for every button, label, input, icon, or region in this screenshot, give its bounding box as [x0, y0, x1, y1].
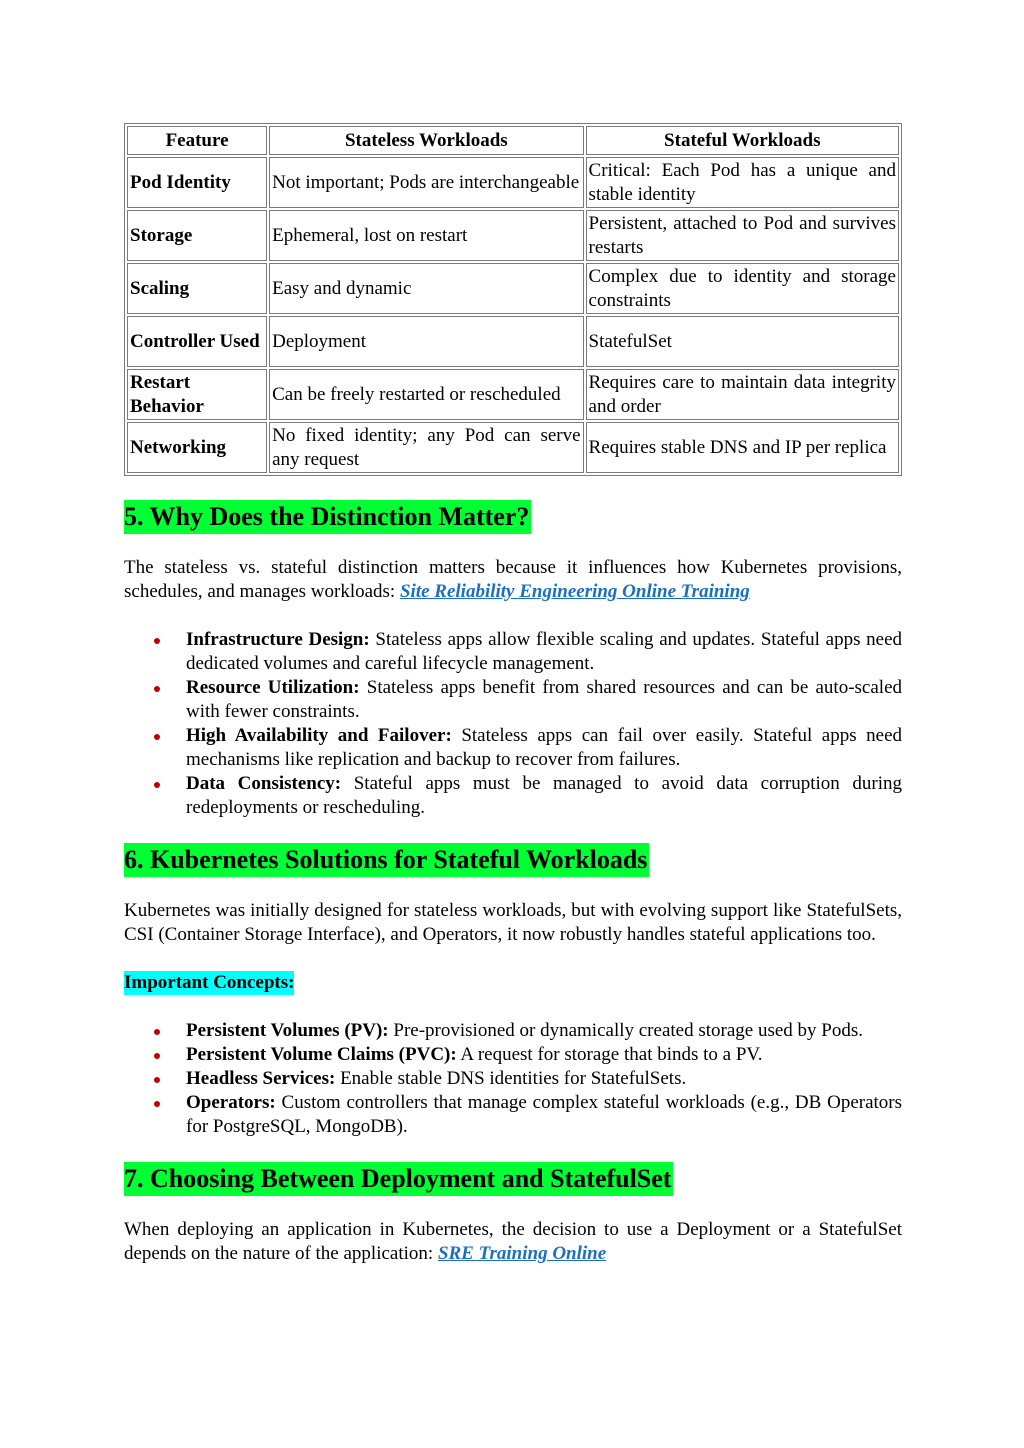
row-stateful: StatefulSet	[586, 316, 899, 367]
row-feature: Pod Identity	[127, 157, 267, 208]
bullet-term: Data Consistency:	[186, 773, 342, 794]
bullet-icon	[154, 686, 160, 692]
bullet-icon	[154, 782, 160, 788]
header-feature: Feature	[127, 126, 267, 155]
comparison-table	[124, 123, 902, 476]
table-header-row	[127, 126, 899, 155]
section-6-intro: Kubernetes was initially designed for stateless workloads, but with evolving support like StatefulSets, CSI (Container Storage Interface), and Operators, it now robustly handles stateful applications too.	[124, 900, 902, 945]
section-7-intro-text: When deploying an application in Kubernetes, the decision to use a Deployment or a StatefulSet depends on the nature of the application:	[124, 1219, 902, 1264]
list-item	[124, 1067, 902, 1091]
sre-online-training-link[interactable]: Site Reliability Engineering Online Training	[399, 581, 750, 602]
row-stateful: Critical: Each Pod has a unique and stable identity	[586, 157, 899, 208]
list-item	[124, 676, 902, 724]
list-item	[124, 724, 902, 772]
bullet-text: A request for storage that binds to a PV.	[460, 1044, 763, 1065]
table-row	[127, 316, 899, 367]
row-stateless: Ephemeral, lost on restart	[269, 210, 583, 261]
bullet-icon	[154, 638, 160, 644]
row-stateful: Requires stable DNS and IP per replica	[586, 422, 899, 473]
bullet-icon	[154, 734, 160, 740]
list-item	[124, 628, 902, 676]
row-feature: Networking	[127, 422, 267, 473]
table-row	[127, 210, 899, 261]
row-feature: Restart Behavior	[127, 369, 267, 420]
bullet-text: Stateless apps benefit from shared resources and can be auto-scaled with fewer constraints.	[186, 677, 903, 722]
list-item	[124, 1043, 902, 1067]
table-row	[127, 369, 899, 420]
important-concepts-heading: Important Concepts:	[124, 972, 295, 993]
section-5-intro	[124, 556, 902, 604]
section-5-heading: 5. Why Does the Distinction Matter?	[124, 500, 531, 534]
section-6-heading: 6. Kubernetes Solutions for Stateful Workloads	[124, 843, 649, 877]
list-item	[124, 772, 902, 820]
bullet-text: Stateful apps must be managed to avoid data corruption during redeployments or rescheduling.	[186, 773, 903, 818]
row-feature: Controller Used	[127, 316, 267, 367]
bullet-icon	[154, 1029, 160, 1035]
row-stateless: Easy and dynamic	[269, 263, 583, 314]
bullet-icon	[154, 1053, 160, 1059]
sre-training-link[interactable]: SRE Training Online	[437, 1243, 607, 1264]
bullet-term: Headless Services:	[186, 1068, 336, 1089]
list-item	[124, 1019, 902, 1043]
section-5-bullet-list	[124, 628, 902, 820]
section-7-heading: 7. Choosing Between Deployment and StatefulSet	[124, 1162, 673, 1196]
row-stateless: Not important; Pods are interchangeable	[269, 157, 583, 208]
header-stateful: Stateful Workloads	[586, 126, 899, 155]
row-stateful: Requires care to maintain data integrity and order	[586, 369, 899, 420]
bullet-term: Resource Utilization:	[186, 677, 360, 698]
section-6-bullet-list	[124, 1019, 902, 1139]
row-stateless: Deployment	[269, 316, 583, 367]
document-page	[124, 123, 902, 1266]
bullet-text: Custom controllers that manage complex stateful workloads (e.g., DB Operators for PostgreSQL, MongoDB).	[186, 1092, 903, 1137]
bullet-text: Stateless apps can fail over easily. Stateful apps need mechanisms like replication and backup to recover from failures.	[186, 725, 903, 770]
row-stateless: No fixed identity; any Pod can serve any request	[269, 422, 583, 473]
bullet-icon	[154, 1077, 160, 1083]
bullet-text: Stateless apps allow flexible scaling and updates. Stateful apps need dedicated volumes and careful lifecycle management.	[186, 629, 903, 674]
bullet-term: Persistent Volumes (PV):	[186, 1020, 389, 1041]
row-feature: Storage	[127, 210, 267, 261]
bullet-text: Pre-provisioned or dynamically created storage used by Pods.	[393, 1020, 863, 1041]
row-feature: Scaling	[127, 263, 267, 314]
section-5-intro-text: The stateless vs. stateful distinction matters because it influences how Kubernetes provisions, schedules, and manages workloads:	[124, 557, 902, 602]
bullet-term: Infrastructure Design:	[186, 629, 370, 650]
table-row	[127, 422, 899, 473]
bullet-icon	[154, 1101, 160, 1107]
bullet-term: Operators:	[186, 1092, 276, 1113]
bullet-text: Enable stable DNS identities for StatefulSets.	[340, 1068, 687, 1089]
section-7-intro	[124, 1218, 902, 1266]
header-stateless: Stateless Workloads	[269, 126, 583, 155]
row-stateful: Persistent, attached to Pod and survives restarts	[586, 210, 899, 261]
bullet-term: High Availability and Failover:	[186, 725, 452, 746]
row-stateful: Complex due to identity and storage constraints	[586, 263, 899, 314]
table-row	[127, 263, 899, 314]
row-stateless: Can be freely restarted or rescheduled	[269, 369, 583, 420]
list-item	[124, 1091, 902, 1139]
bullet-term: Persistent Volume Claims (PVC):	[186, 1044, 457, 1065]
table-row	[127, 157, 899, 208]
